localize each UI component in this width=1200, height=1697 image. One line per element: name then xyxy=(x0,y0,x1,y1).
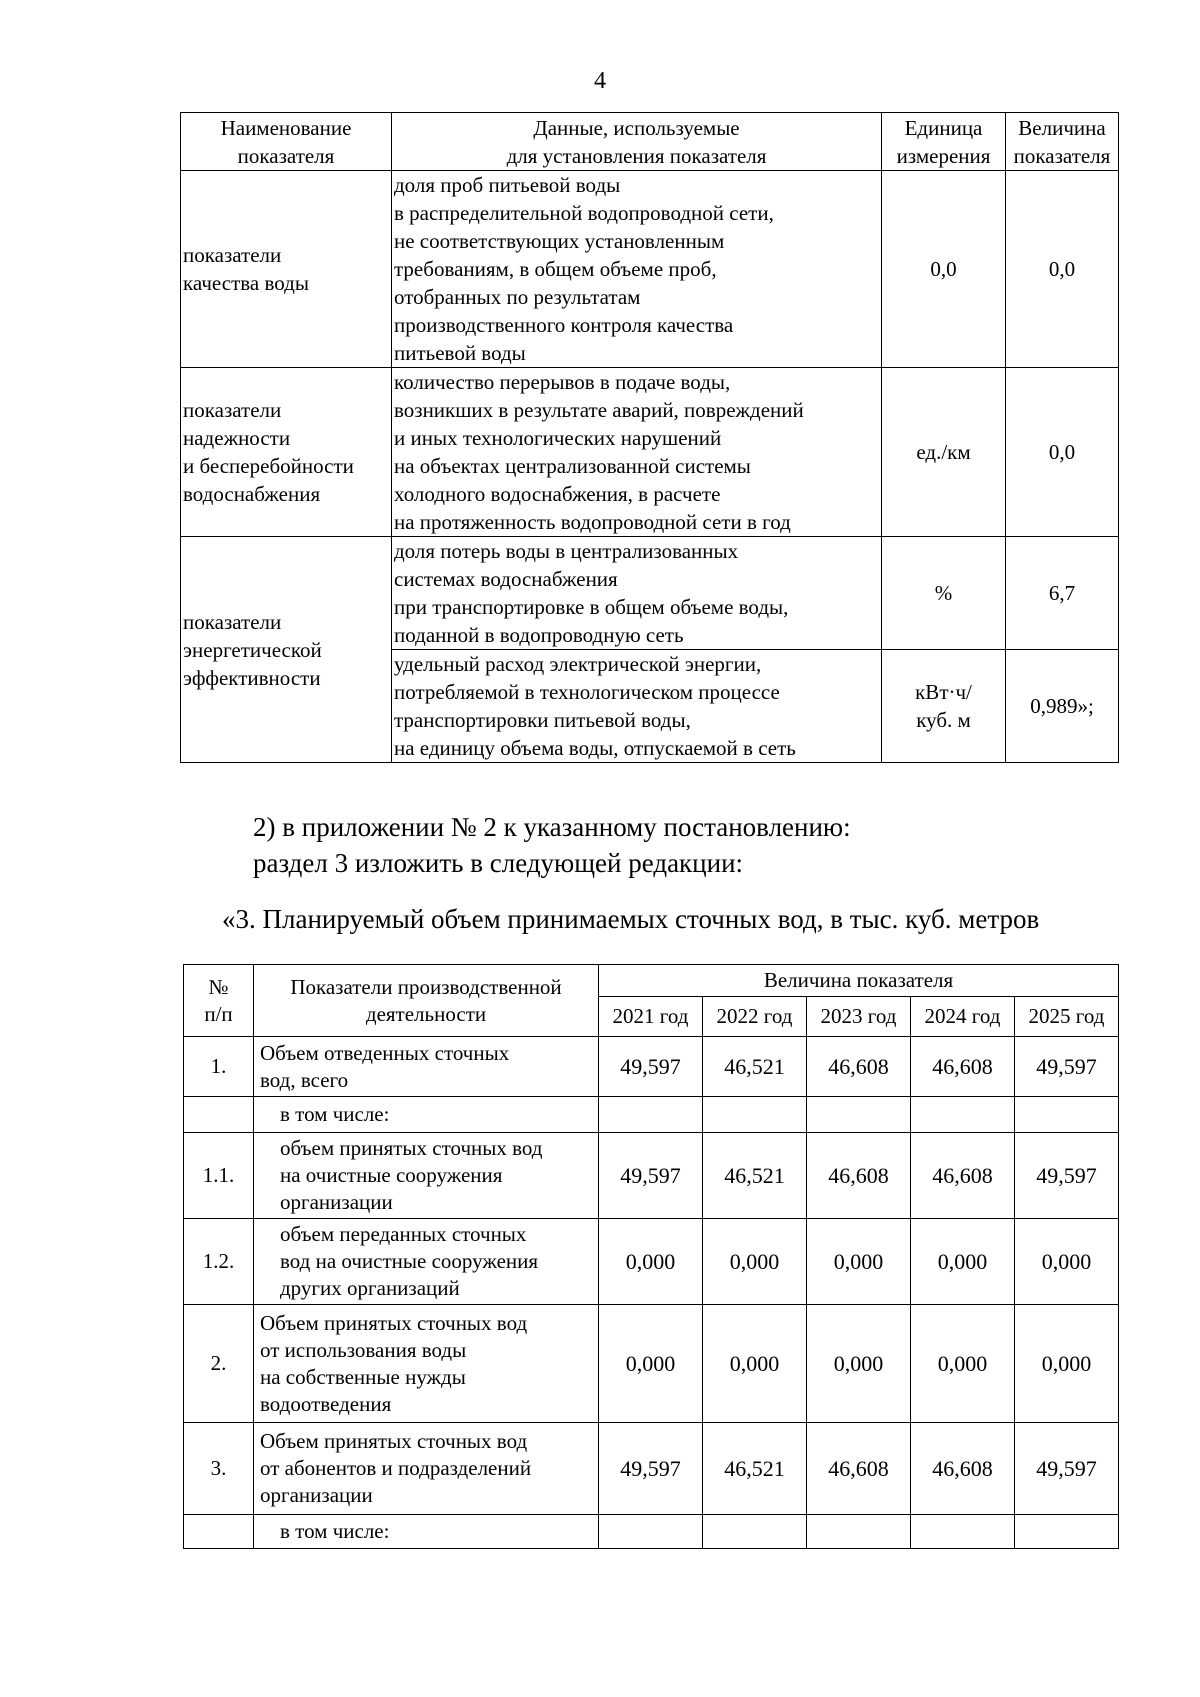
indicator-value: 0,0 xyxy=(1006,171,1119,368)
header-name: Наименование показателя xyxy=(181,113,392,171)
table-row xyxy=(184,1515,1119,1549)
value-cell: 49,597 xyxy=(1015,1037,1119,1097)
value-cell: 49,597 xyxy=(1015,1133,1119,1219)
value-cell: 46,521 xyxy=(703,1037,807,1097)
value-cell xyxy=(1015,1515,1119,1549)
indicator-unit: ед./км xyxy=(882,368,1006,537)
value-cell: 0,000 xyxy=(807,1219,911,1305)
indicator-unit: кВт·ч/ куб. м xyxy=(882,650,1006,763)
value-cell: 46,521 xyxy=(703,1423,807,1515)
wastewater-table-header xyxy=(184,965,1119,997)
wastewater-table xyxy=(183,964,1119,1549)
value-cell: 46,521 xyxy=(703,1133,807,1219)
value-cell: 49,597 xyxy=(599,1423,703,1515)
value-cell: 0,000 xyxy=(599,1219,703,1305)
header-data: Данные, используемые для установления показателя xyxy=(392,113,882,171)
indicator-value: 6,7 xyxy=(1006,537,1119,650)
row-label: Объем принятых сточных вод от абонентов и подразделений организации xyxy=(254,1423,599,1515)
indicators-table xyxy=(180,112,1119,763)
row-label: в том числе: xyxy=(254,1097,599,1133)
value-cell xyxy=(599,1097,703,1133)
table-row xyxy=(184,1423,1119,1515)
table-row xyxy=(184,1305,1119,1423)
row-label: объем принятых сточных вод на очистные сооружения организации xyxy=(254,1133,599,1219)
table-row xyxy=(184,1097,1119,1133)
row-label: Объем принятых сточных вод от использования воды на собственные нужды водоотведения xyxy=(254,1305,599,1423)
indicator-data: доля потерь воды в централизованных системах водоснабжения при транспортировке в общем объеме воды, поданной в водопроводную сеть xyxy=(392,537,882,650)
row-number: 1.2. xyxy=(184,1219,254,1305)
indicator-name: показатели надежности и бесперебойности водоснабжения xyxy=(181,368,392,537)
value-cell xyxy=(807,1097,911,1133)
header-year: 2023 год xyxy=(807,997,911,1037)
indicator-data: доля проб питьевой воды в распределительной водопроводной сети, не соответствующих установленным требованиям, в общем объеме проб, отобранных по результатам производственного контроля качества питьевой воды xyxy=(392,171,882,368)
value-cell xyxy=(703,1515,807,1549)
header-year: 2022 год xyxy=(703,997,807,1037)
value-cell: 0,000 xyxy=(599,1305,703,1423)
value-cell: 0,000 xyxy=(911,1305,1015,1423)
section-title: «3. Планируемый объем принимаемых сточных вод, в тыс. куб. метров xyxy=(222,904,1040,934)
row-number: 1.1. xyxy=(184,1133,254,1219)
header-year: 2021 год xyxy=(599,997,703,1037)
value-cell xyxy=(911,1515,1015,1549)
page-number: 4 xyxy=(594,68,606,94)
header-value: Величина показателя xyxy=(1006,113,1119,171)
paragraph-amendment: 2) в приложении № 2 к указанному постановлению: xyxy=(253,812,851,842)
value-cell: 49,597 xyxy=(1015,1423,1119,1515)
header-unit: Единица измерения xyxy=(882,113,1006,171)
value-cell: 46,608 xyxy=(807,1037,911,1097)
value-cell: 46,608 xyxy=(807,1423,911,1515)
value-cell: 46,608 xyxy=(911,1037,1015,1097)
value-cell: 46,608 xyxy=(807,1133,911,1219)
indicator-unit: % xyxy=(882,537,1006,650)
value-cell: 0,000 xyxy=(703,1219,807,1305)
header-indicator: Показатели производственной деятельности xyxy=(254,965,599,1037)
row-label: Объем отведенных сточных вод, всего xyxy=(254,1037,599,1097)
row-number xyxy=(184,1515,254,1549)
indicator-name: показатели качества воды xyxy=(181,171,392,368)
indicators-table-header xyxy=(181,113,1119,171)
table-row xyxy=(184,1133,1119,1219)
value-cell: 46,608 xyxy=(911,1133,1015,1219)
table-row xyxy=(181,171,1119,368)
header-year: 2025 год xyxy=(1015,997,1119,1037)
row-number xyxy=(184,1097,254,1133)
value-cell xyxy=(911,1097,1015,1133)
header-num: № п/п xyxy=(184,965,254,1037)
value-cell: 46,608 xyxy=(911,1423,1015,1515)
value-cell xyxy=(1015,1097,1119,1133)
table-row xyxy=(181,537,1119,650)
indicator-value: 0,0 xyxy=(1006,368,1119,537)
value-cell: 0,000 xyxy=(703,1305,807,1423)
value-cell xyxy=(807,1515,911,1549)
value-cell: 49,597 xyxy=(599,1133,703,1219)
value-cell: 0,000 xyxy=(1015,1305,1119,1423)
table-row xyxy=(181,368,1119,537)
value-cell: 49,597 xyxy=(599,1037,703,1097)
value-cell: 0,000 xyxy=(1015,1219,1119,1305)
row-label: в том числе: xyxy=(254,1515,599,1549)
indicator-unit: 0,0 xyxy=(882,171,1006,368)
indicator-data: удельный расход электрической энергии, потребляемой в технологическом процессе транспортировки питьевой воды, на единицу объема воды, отпускаемой в сеть xyxy=(392,650,882,763)
row-number: 3. xyxy=(184,1423,254,1515)
value-cell: 0,000 xyxy=(911,1219,1015,1305)
indicator-value: 0,989»; xyxy=(1006,650,1119,763)
value-cell xyxy=(599,1515,703,1549)
row-label: объем переданных сточных вод на очистные сооружения других организаций xyxy=(254,1219,599,1305)
table-row xyxy=(184,1219,1119,1305)
indicator-data: количество перерывов в подаче воды, возникших в результате аварий, повреждений и иных технологических нарушений на объектах централизованной системы холодного водоснабжения, в расчете на протяженность водопроводной сети в год xyxy=(392,368,882,537)
paragraph-instruction: раздел 3 изложить в следующей редакции: xyxy=(253,848,744,878)
indicator-name: показатели энергетической эффективности xyxy=(181,537,392,763)
header-value-group: Величина показателя xyxy=(599,965,1119,997)
table-row xyxy=(184,1037,1119,1097)
value-cell: 0,000 xyxy=(807,1305,911,1423)
header-year: 2024 год xyxy=(911,997,1015,1037)
value-cell xyxy=(703,1097,807,1133)
row-number: 1. xyxy=(184,1037,254,1097)
row-number: 2. xyxy=(184,1305,254,1423)
